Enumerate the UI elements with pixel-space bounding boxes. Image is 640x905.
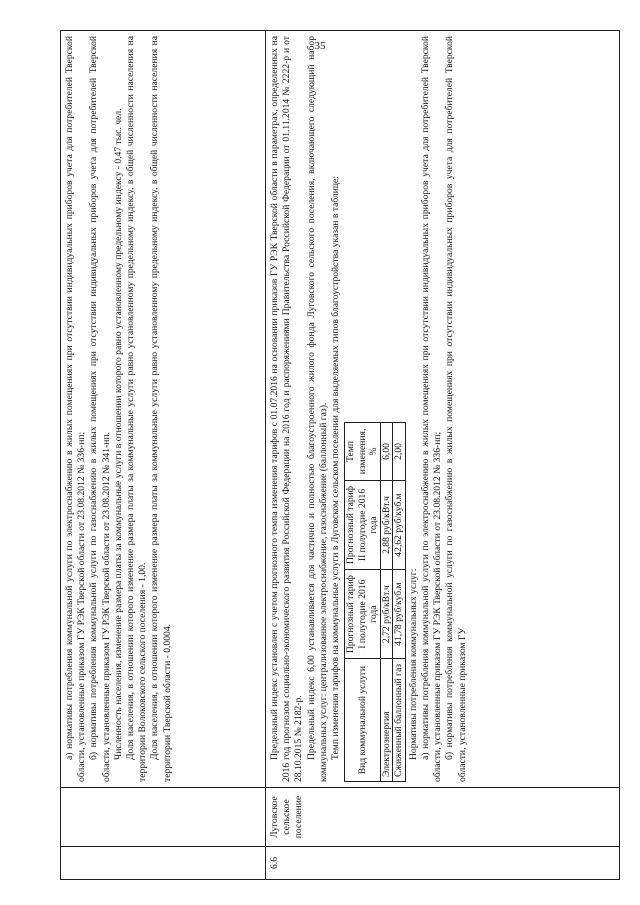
paragraph: Нормативы потребления коммунальных услуг: bbox=[407, 568, 419, 760]
tariff-cell: Сжиженный баллонный газ bbox=[393, 659, 406, 782]
tariff-cell: 41,78 руб/куб.м bbox=[393, 570, 406, 659]
paragraph: Численность населения, изменение размера платы за коммунальные услуги в отношении которого равно установленному предельному индексу - 0,47 тыс. чел. bbox=[112, 108, 124, 760]
row-number: 6.6 bbox=[266, 847, 620, 880]
paragraph: б) нормативы потребления коммунальной услуги по газоснабжению в жилых помещениях при отсутствии индивидуальных приборов учета для потребителей Тверской области, установленные приказом ГУ РЭК Тверской области от 23.08.2012 № 341-нп. bbox=[88, 36, 112, 782]
table-row bbox=[393, 423, 406, 782]
page-number: 35 bbox=[314, 40, 326, 52]
tariff-cell: 2,88 руб/кВт.ч bbox=[380, 480, 393, 569]
tariff-cell: 42,62 руб/куб.м bbox=[393, 480, 406, 569]
tariff-header-cell: Прогнозный тариф I полугодие 2016 года bbox=[345, 570, 381, 659]
tariff-cell: 2,72 руб/кВт.ч bbox=[380, 570, 393, 659]
row-number bbox=[61, 847, 266, 880]
tariff-header-cell: Вид коммунальной услуги bbox=[345, 659, 381, 782]
paragraph: а) нормативы потребления коммунальной услуги по электроснабжению в жилых помещениях при отсутствии индивидуальных приборов учета для потребителей Тверской области, установленные приказом ГУ РЭК Тверской области от 23.08.2012 № 336-нп; bbox=[64, 36, 88, 782]
tariff-cell: 2,00 bbox=[393, 423, 406, 481]
rotated-content bbox=[60, 30, 620, 880]
table-row bbox=[266, 31, 620, 880]
paragraph: Доля населения, в отношении которого изменение размера платы за коммунальные услуги равно установленному предельному индексу, в общей численности населения на территории Тверской области - 0,0004. bbox=[149, 36, 173, 782]
table-row bbox=[61, 31, 266, 880]
settlement-name: Луговское сельское поселение bbox=[266, 788, 620, 847]
row-content bbox=[266, 31, 620, 788]
tariff-cell: Электроэнергия bbox=[380, 659, 393, 782]
table-row bbox=[380, 423, 393, 782]
paragraph: б) нормативы потребления коммунальной услуги по газоснабжению в жилых помещениях при отсутствии индивидуальных приборов учета для потребителей Тверской области, установленные приказом ГУ bbox=[444, 36, 468, 782]
paragraph: Темп изменения тарифов на коммунальные услуги в Луговском сельском поселении для выделяемых типов благоустройства указан в таблице: bbox=[330, 176, 342, 760]
tariff-table bbox=[344, 422, 406, 782]
main-table bbox=[60, 30, 620, 880]
paragraph: Предельный индекс установлен с учетом прогнозного темпа изменения тарифов с 01.07.2016 на основании приказов ГУ РЭК Тверской области в параметрах, определенных на 2016 год прогнозом социально-экономического развития Российской Федерации на 2016 год и распоряжениями Правительства Российской Федерации от 01.11.2014 № 2222-р и от 28.10.2015 № 2182-р. bbox=[269, 36, 305, 782]
tariff-header-row bbox=[345, 423, 381, 782]
settlement-name bbox=[61, 788, 266, 847]
tariff-header-cell: Темп изменения, % bbox=[345, 423, 381, 481]
row-content bbox=[61, 31, 266, 788]
tariff-cell: 6,00 bbox=[380, 423, 393, 481]
paragraph: а) нормативы потребления коммунальной услуги по электроснабжению в жилых помещениях при отсутствии индивидуальных приборов учета для потребителей Тверской области, установленные приказом ГУ РЭК Тверской области от 23.08.2012 № 336-нп; bbox=[419, 36, 444, 782]
tariff-header-cell: Прогнозный тариф II полугодие 2016 года bbox=[345, 480, 381, 569]
paragraph: Доля населения, в отношении которого изменение размера платы за коммунальные услуги равно установленному предельному индексу, в общей численности населения на территории Волоковского сельского поселения - 1,00. bbox=[125, 36, 149, 782]
paragraph: Предельный индекс 6,00 устанавливается для частично и полностью благоустроенного жилого фонда Луговского сельского поселения, включающего следующий набор коммунальных услуг: централизованное электроснабжение, газоснабжение (баллонный газ). bbox=[305, 36, 329, 782]
